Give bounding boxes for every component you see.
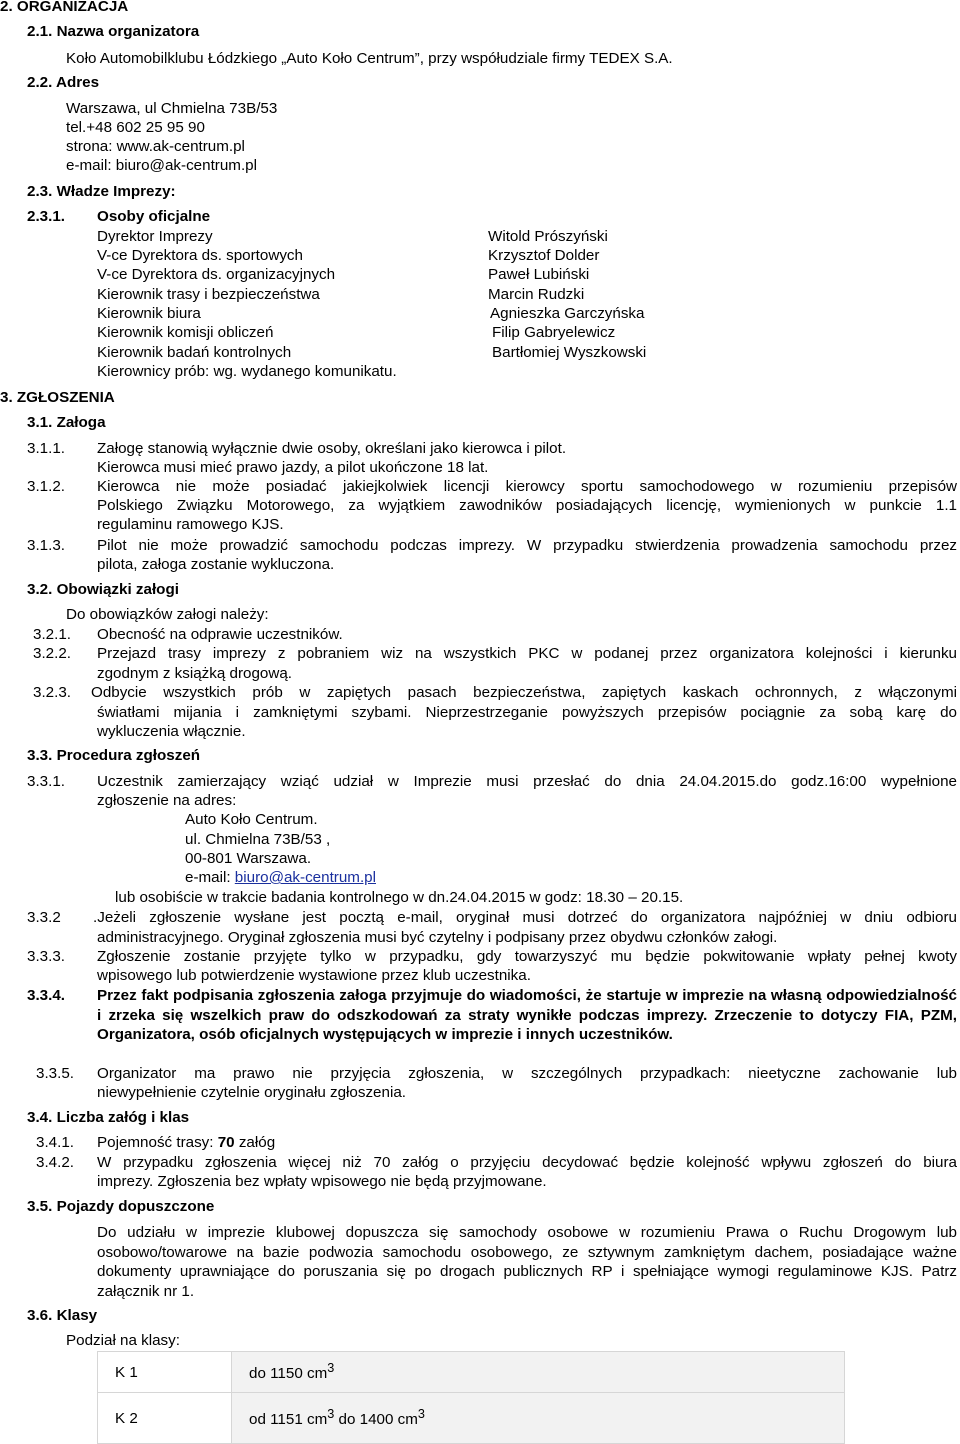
official-role: Kierownik trasy i bezpieczeństwa <box>97 286 320 303</box>
clause-text: zgodnym z książką drogową. <box>97 665 292 682</box>
official-role: V-ce Dyrektora ds. sportowych <box>97 247 303 264</box>
route-capacity: Pojemność trasy: 70 załóg <box>97 1134 276 1151</box>
clause-text: wpisowego lub potwierdzenie wystawione przez klub uczestnika. <box>97 967 531 984</box>
section-2-title: 2. ORGANIZACJA <box>0 0 129 15</box>
clause-num: 3.4.2. <box>36 1154 74 1171</box>
clause-text: wykluczenia włącznie. <box>97 723 246 740</box>
address-street: ul. Chmielna 73B/53 , <box>185 831 331 848</box>
clause-text: pilota, załoga zostanie wykluczona. <box>97 556 335 573</box>
clause-num: 3.2.2. <box>33 645 71 662</box>
heading-3-4: 3.4. Liczba załóg i klas <box>27 1109 190 1126</box>
clause-text: Obecność na odprawie uczestników. <box>97 626 343 643</box>
official-role: Kierownik biura <box>97 305 201 322</box>
official-role: Dyrektor Imprezy <box>97 228 213 245</box>
vehicles-text: Do udziału w imprezie klubowej dopuszcza się samochody osobowe w rozumieniu Prawa o Ruchu Drogowym lub osobowo/towarowe na bazie podwozia samochodu osobowego, ze sztywnym zamkniętym dachem, posiadające ważne dokumenty uprawniające do poruszania się po drogach publicznych RP i spełniające wymogi regulaminowe KJS. Patrz załącznik nr 1. <box>97 1224 957 1300</box>
heading-3-6: 3.6. Klasy <box>27 1307 98 1324</box>
clause-num: 3.4.1. <box>36 1134 74 1151</box>
classes-intro: Podział na klasy: <box>66 1332 180 1349</box>
official-role: Kierownik badań kontrolnych <box>97 344 292 361</box>
clause-text: Uczestnik zamierzający wziąć udział w Imprezie musi przesłać do dnia 24.04.2015.do godz.16:00 wypełnione <box>97 773 957 790</box>
clause-text: administracyjnego. Oryginał zgłoszenia musi być czytelny i podpisany przez obydwu członków załogi. <box>97 929 778 946</box>
official-name: Paweł Lubiński <box>488 266 590 283</box>
classes-table <box>97 1351 845 1444</box>
duties-intro: Do obowiązków załogi należy: <box>66 606 269 623</box>
clause-num: 3.3.3. <box>27 948 65 965</box>
organizer-name: Koło Automobilklubu Łódzkiego „Auto Koło Centrum”, przy współudziale firmy TEDEX S.A. <box>66 50 673 67</box>
official-name: Bartłomiej Wyszkowski <box>492 344 647 361</box>
clause-text: W przypadku zgłoszenia więcej niż 70 załóg o przyjęciu decydować będzie kolejność wpływu zgłoszeń do biura <box>97 1154 957 1171</box>
clause-text: Zgłoszenie zostanie przyjęte tylko w przypadku, gdy towarzyszyć mu będzie pokwitowanie wpłaty pełnej kwoty <box>97 948 957 965</box>
clause-num: 3.3.2 <box>27 909 61 926</box>
heading-3-3: 3.3. Procedura zgłoszeń <box>27 747 201 764</box>
table-row <box>98 1352 845 1393</box>
clause-text: Organizator ma prawo nie przyjęcia zgłoszenia, w szczególnych przypadkach: nieetyczne zachowanie lub <box>97 1065 957 1082</box>
heading-3-2: 3.2. Obowiązki załogi <box>27 581 179 598</box>
class-capacity: do 1150 $cm^3$ <box>232 1352 845 1393</box>
clause-text: Przejazd trasy imprezy z pobraniem wiz na wszystkich PKC w podanej przez organizatora kolejności i kierunku <box>97 645 957 662</box>
official-name: Krzysztof Dolder <box>488 247 600 264</box>
clause-text: Pilot nie może prowadzić samochodu podczas imprezy. W przypadku stwierdzenia prowadzenia samochodu przez <box>97 537 957 554</box>
clause-text-bold: Przez fakt podpisania zgłoszenia załoga przyjmuje do wiadomości, że startuje w imprezie na własną odpowiedzialność i zrzeka się wszelkich praw do odszkodowań za straty wynikłe podczas imprezy. Zrzeczenie to dotyczy FIA, PZM, Organizatora, osób oficjalnych występujących w imprezie i innych uczestników. <box>97 987 957 1043</box>
phone-line: tel.+48 602 25 95 90 <box>66 119 205 136</box>
official-role: Kierownik komisji obliczeń <box>97 324 274 341</box>
official-name: Marcin Rudzki <box>488 286 585 303</box>
heading-3-1: 3.1. Załoga <box>27 414 106 431</box>
official-name: Agnieszka Garczyńska <box>490 305 645 322</box>
address-line: Warszawa, ul Chmielna 73B/53 <box>66 100 278 117</box>
clause-text: lub osobiście w trakcie badania kontrolnego w dn.24.04.2015 w godz: 18.30 – 20.15. <box>115 889 684 906</box>
class-code: K 1 <box>98 1352 232 1393</box>
officials-note: Kierownicy prób: wg. wydanego komunikatu. <box>97 363 397 380</box>
clause-num: 3.3.5. <box>36 1065 74 1082</box>
class-capacity: od 1151 $cm^3$ do 1400 $cm^3$ <box>232 1393 845 1444</box>
clause-text: Kierowca musi mieć prawo jazdy, a pilot ukończone 18 lat. <box>97 459 489 476</box>
address-email: e-mail: biuro@ak-centrum.pl <box>185 869 376 886</box>
section-3-title: 3. ZGŁOSZENIA <box>0 389 115 406</box>
email-link[interactable]: biuro@ak-centrum.pl <box>234 869 376 886</box>
heading-2-3-1-title: Osoby oficjalne <box>97 208 211 225</box>
clause-num: 3.1.2. <box>27 478 65 495</box>
clause-num: 3.2.3. <box>33 684 71 701</box>
heading-2-3-1-num: 2.3.1. <box>27 208 65 225</box>
clause-num: 3.2.1. <box>33 626 71 643</box>
clause-text: regulaminu ramowego KJS. <box>97 516 284 533</box>
official-role: V-ce Dyrektora ds. organizacyjnych <box>97 266 336 283</box>
clause-num: 3.1.3. <box>27 537 65 554</box>
clause-text: Odbycie wszystkich prób w zapiętych pasach bezpieczeństwa, zapiętych kaskach ochronnych, z włączonymi <box>91 684 957 701</box>
clause-text: Załogę stanowią wyłącznie dwie osoby, określani jako kierowca i pilot. <box>97 440 567 457</box>
clause-text: niewypełnienie czytelnie oryginału zgłoszenia. <box>97 1084 406 1101</box>
clause-text: zgłoszenie na adres: <box>97 792 237 809</box>
heading-2-3: 2.3. Władze Imprezy: <box>27 183 176 200</box>
clause-text: Kierowca nie może posiadać jakiejkolwiek licencji kierowcy sportu samochodowego w rozumieniu przepisów <box>97 478 957 495</box>
clause-num: 3.3.1. <box>27 773 65 790</box>
clause-text: Polskiego Związku Motorowego, za wyjątkiem zawodników posiadających licencję, wymienionych w punkcie 1.1 <box>97 497 957 514</box>
heading-2-1: 2.1. Nazwa organizatora <box>27 23 200 40</box>
clause-num: 3.3.4. <box>27 987 65 1004</box>
heading-2-2: 2.2. Adres <box>27 74 100 91</box>
address-name: Auto Koło Centrum. <box>185 811 318 828</box>
clause-num: 3.1.1. <box>27 440 65 457</box>
email-line: e-mail: biuro@ak-centrum.pl <box>66 157 257 174</box>
website-line: strona: www.ak-centrum.pl <box>66 138 245 155</box>
official-name: Filip Gabryelewicz <box>492 324 616 341</box>
official-name: Witold Prószyński <box>488 228 608 245</box>
clause-text: .Jeżeli zgłoszenie wysłane jest pocztą e-mail, oryginał musi dotrzeć do organizatora najpóźniej w dniu odbioru <box>93 909 957 926</box>
clause-text: imprezy. Zgłoszenia bez wpłaty wpisowego nie będą przyjmowane. <box>97 1173 547 1190</box>
class-code: K 2 <box>98 1393 232 1444</box>
heading-3-5: 3.5. Pojazdy dopuszczone <box>27 1198 215 1215</box>
address-city: 00-801 Warszawa. <box>185 850 312 867</box>
clause-text: światłami mijania i zamkniętymi szybami. Nieprzestrzeganie powyższych przepisów pociągnie za sobą karę do <box>97 704 957 721</box>
